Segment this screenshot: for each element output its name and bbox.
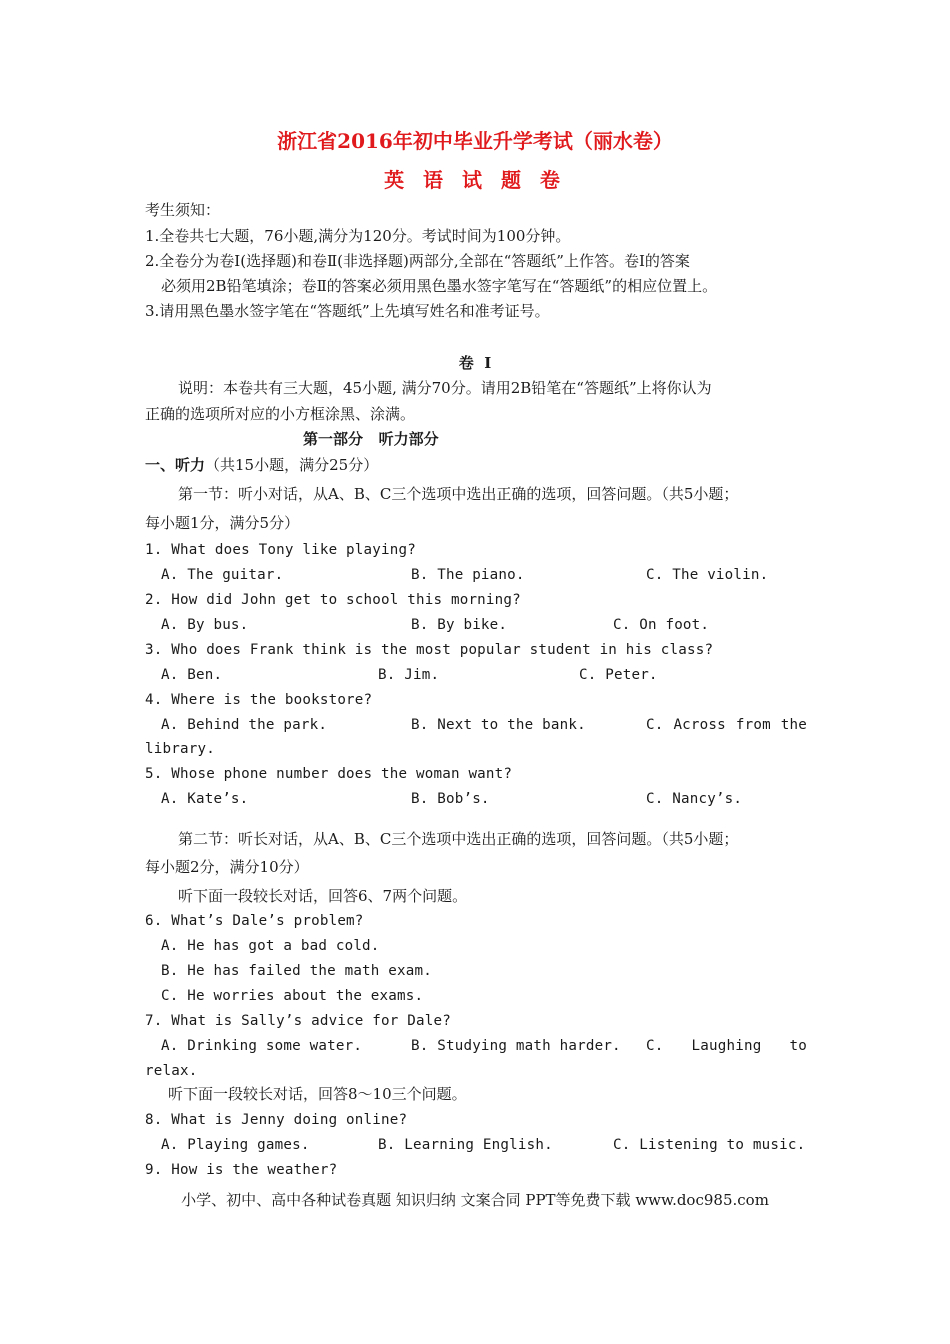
q4-option-a: A. Behind the park. [161, 717, 328, 733]
volume-desc-1: 说明：本卷共有三大题，45小题, 满分70分。请用2B铅笔在“答题纸”上将你认为 [178, 379, 712, 397]
notice-item-2: 2.全卷分为卷Ⅰ(选择题)和卷Ⅱ(非选择题)两部分,全部在“答题纸”上作答。卷Ⅰ的答案 [145, 252, 690, 270]
notice-heading: 考生须知： [145, 201, 221, 219]
q1-option-a: A. The guitar. [161, 567, 284, 583]
q4-c-letter: C. [646, 717, 664, 733]
q3-option-c: C. Peter. [579, 667, 658, 683]
q7-stem: 7. What is Sally’s advice for Dale? [145, 1013, 451, 1029]
q6-option-a: A. He has got a bad cold. [161, 938, 380, 954]
section1-intro-1: 第一节：听小对话，从A、B、C三个选项中选出正确的选项，回答问题。（共5小题； [178, 485, 739, 503]
q3-option-b: B. Jim. [378, 667, 440, 683]
q1-stem: 1. What does Tony like playing? [145, 542, 416, 558]
q7-c-letter: C. [646, 1038, 664, 1054]
notice-item-1: 1.全卷共七大题，76小题,满分为120分。考试时间为100分钟。 [145, 227, 571, 245]
q2-option-b: B. By bike. [411, 617, 508, 633]
notice-item-2-cont: 必须用2B铅笔填涂；卷Ⅱ的答案必须用黑色墨水签字笔写在“答题纸”的相应位置上。 [161, 277, 718, 295]
volume-heading: 卷 Ⅰ [458, 354, 492, 372]
section2-intro-1: 第二节：听长对话，从A、B、C三个选项中选出正确的选项，回答问题。（共5小题； [178, 830, 739, 848]
q4-c-word-1: Across [673, 717, 726, 733]
section-heading: 一、听力 [145, 456, 206, 474]
q4-option-c-wrap: library. [145, 741, 215, 757]
q5-option-a: A. Kate’s. [161, 791, 249, 807]
section1-intro-2: 每小题1分，满分5分） [145, 514, 300, 532]
q5-option-c: C. Nancy’s. [646, 791, 743, 807]
q7-option-a: A. Drinking some water. [161, 1038, 363, 1054]
exam-subtitle: 英 语 试 题 卷 [384, 168, 566, 192]
q4-c-word-3: the [780, 717, 807, 733]
dialog-1-instruction: 听下面一段较长对话，回答6、7两个问题。 [178, 887, 468, 905]
q5-stem: 5. Whose phone number does the woman want? [145, 766, 513, 782]
dialog-2-instruction: 听下面一段较长对话，回答8～10三个问题。 [168, 1085, 467, 1103]
q1-option-c: C. The violin. [646, 567, 769, 583]
q5-option-b: B. Bob’s. [411, 791, 490, 807]
q7-c-word-1: Laughing [691, 1038, 762, 1054]
q2-stem: 2. How did John get to school this morning? [145, 592, 521, 608]
q7-option-b: B. Studying math harder. [411, 1038, 621, 1054]
q7-c-word-2: to [789, 1038, 807, 1054]
q9-stem: 9. How is the weather? [145, 1162, 338, 1178]
q6-stem: 6. What’s Dale’s problem? [145, 913, 364, 929]
q7-option-c-wrap: relax. [145, 1063, 198, 1079]
q3-stem: 3. Who does Frank think is the most popular student in his class? [145, 642, 714, 658]
q4-c-word-2: from [735, 717, 771, 733]
q7-option-c [646, 1036, 807, 1056]
notice-item-3: 3.请用黑色墨水签字笔在“答题纸”上先填写姓名和准考证号。 [145, 302, 550, 320]
q2-option-c: C. On foot. [613, 617, 710, 633]
volume-desc-2: 正确的选项所对应的小方框涂黑、涂满。 [145, 405, 416, 423]
q8-stem: 8. What is Jenny doing online? [145, 1112, 408, 1128]
q1-option-b: B. The piano. [411, 567, 525, 583]
q2-option-a: A. By bus. [161, 617, 249, 633]
q4-option-c [646, 715, 807, 735]
q8-option-b: B. Learning English. [378, 1137, 553, 1153]
footer-ad[interactable]: 小学、初中、高中各种试卷真题 知识归纳 文案合同 PPT等免费下载 www.doc985.com [181, 1191, 769, 1209]
q8-option-c: C. Listening to music. [613, 1137, 806, 1153]
q6-option-c: C. He worries about the exams. [161, 988, 424, 1004]
section-note: （共15小题，满分25分） [205, 456, 379, 474]
q6-option-b: B. He has failed the math exam. [161, 963, 432, 979]
q4-option-b: B. Next to the bank. [411, 717, 586, 733]
exam-title: 浙江省2016年初中毕业升学考试（丽水卷） [277, 129, 673, 153]
q8-option-a: A. Playing games. [161, 1137, 310, 1153]
q3-option-a: A. Ben. [161, 667, 223, 683]
part-heading: 第一部分 听力部分 [303, 430, 439, 448]
section2-intro-2: 每小题2分，满分10分） [145, 858, 309, 876]
section-heading-line [145, 455, 378, 475]
q4-stem: 4. Where is the bookstore? [145, 692, 373, 708]
